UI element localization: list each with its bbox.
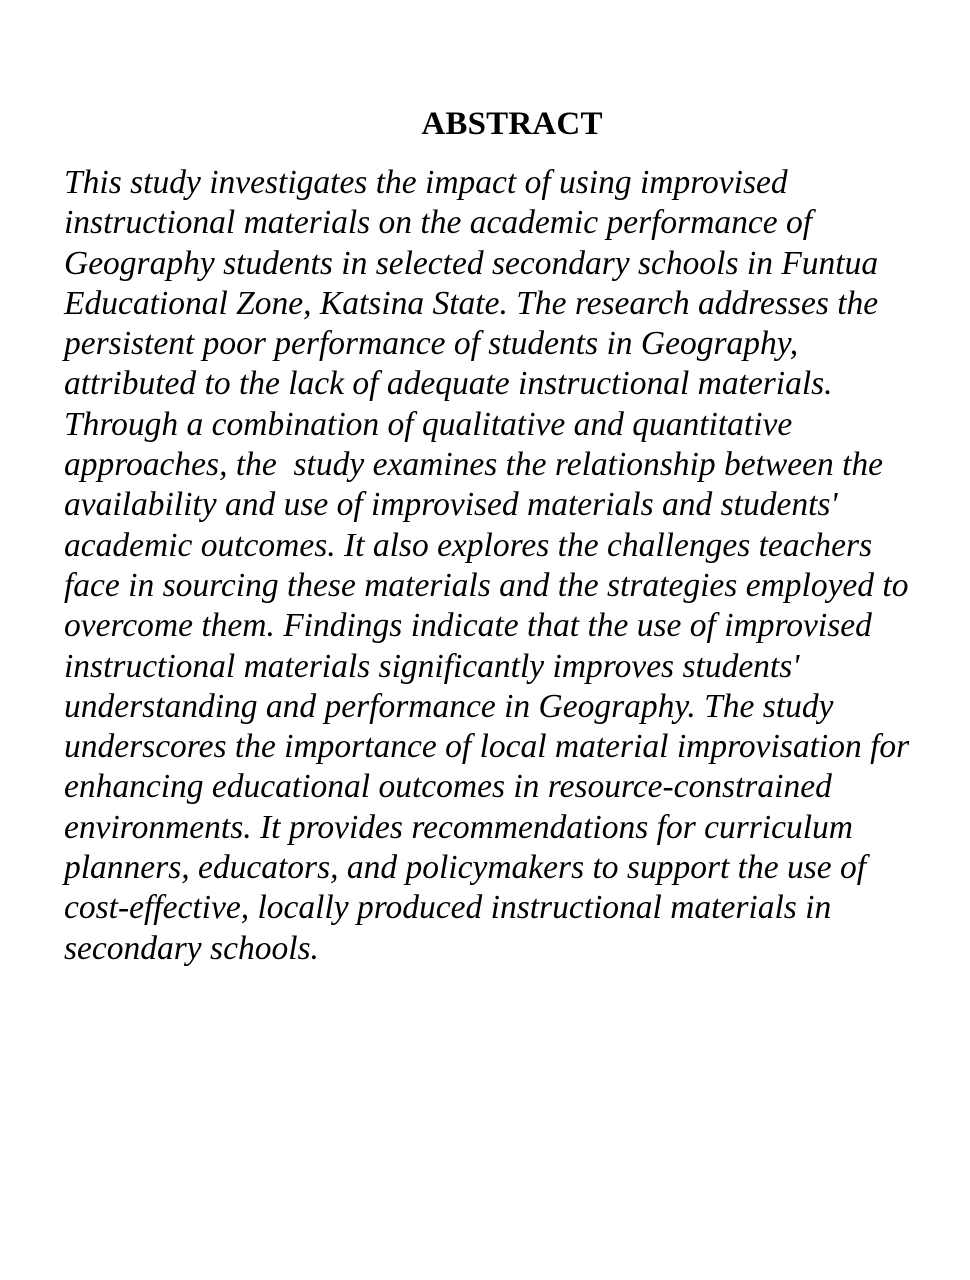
abstract-line: environments. It provides recommendations for curriculum — [64, 808, 853, 846]
abstract-line: instructional materials significantly improves students' — [64, 647, 800, 685]
abstract-line: academic outcomes. It also explores the challenges teachers — [64, 526, 873, 564]
abstract-line: persistent poor performance of students in Geography, — [64, 325, 799, 363]
abstract-line: underscores the importance of local material improvisation for — [64, 728, 910, 766]
abstract-line: attributed to the lack of adequate instructional materials. — [64, 365, 833, 403]
abstract-line: understanding and performance in Geography. The study — [64, 687, 834, 725]
abstract-line: overcome them. Findings indicate that the use of improvised — [64, 607, 872, 645]
abstract-line: approaches, the study examines the relationship between the — [64, 446, 884, 484]
abstract-line: This study investigates the impact of using improvised — [64, 164, 788, 201]
abstract-line: Educational Zone, Katsina State. The research addresses the — [64, 284, 879, 322]
abstract-line: instructional materials on the academic performance of — [64, 204, 813, 242]
abstract-body — [64, 163, 964, 969]
abstract-line: planners, educators, and policymakers to support the use of — [64, 849, 867, 887]
abstract-line: Through a combination of qualitative and quantitative — [64, 405, 793, 443]
abstract-heading: ABSTRACT — [421, 106, 603, 142]
abstract-line: Geography students in selected secondary schools in Funtua — [64, 244, 879, 282]
abstract-line: secondary schools. — [64, 929, 319, 967]
abstract-line: availability and use of improvised materials and students' — [64, 486, 838, 524]
abstract-line: enhancing educational outcomes in resource-constrained — [64, 768, 832, 806]
abstract-line: cost-effective, locally produced instructional materials in — [64, 889, 832, 927]
abstract-line: face in sourcing these materials and the strategies employed to — [64, 566, 909, 604]
